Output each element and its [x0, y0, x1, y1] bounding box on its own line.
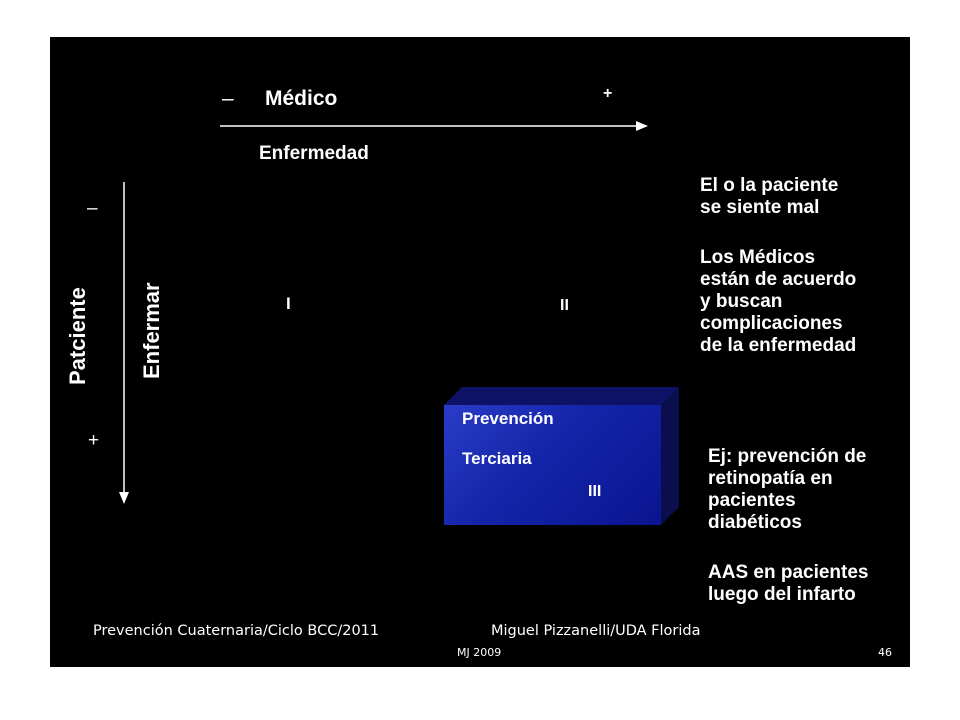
note-line: y buscan: [700, 291, 783, 312]
quadrant-one-label: I: [286, 294, 291, 313]
page-number: 46: [878, 646, 892, 659]
box-side-face: [661, 387, 679, 525]
horizontal-arrowhead: [636, 121, 648, 131]
note-line: AAS en pacientes: [708, 562, 869, 583]
note-line: diabéticos: [708, 512, 802, 533]
quadrant-three-label: III: [588, 483, 602, 500]
left-axis-inner-label: Enfermar: [139, 282, 164, 379]
box-line-2: Terciaria: [462, 449, 532, 468]
note-line: están de acuerdo: [700, 269, 857, 290]
note-line: de la enfermedad: [700, 335, 857, 356]
note-line: Ej: prevención de: [708, 446, 867, 467]
slide: [50, 37, 910, 667]
note-doctors-agree: [700, 247, 856, 357]
note-line: retinopatía en: [708, 468, 833, 489]
note-line: pacientes: [708, 490, 796, 511]
box-top-face: [444, 387, 679, 405]
quadrant-two-label: II: [560, 297, 569, 314]
left-axis-outer-label: Patciente: [65, 287, 90, 385]
note-line: Los Médicos: [700, 247, 816, 268]
top-axis-label: Médico: [265, 87, 338, 110]
note-patient-feels-bad: [700, 175, 838, 219]
vertical-arrowhead: [119, 492, 129, 504]
footer-left: Prevención Cuaternaria/Ciclo BCC/2011: [93, 623, 380, 639]
top-axis-plus: +: [603, 85, 613, 102]
note-line: complicaciones: [700, 313, 843, 334]
left-axis-plus: +: [88, 430, 100, 451]
left-axis-minus: –: [87, 198, 98, 219]
note-line: se siente mal: [700, 197, 820, 218]
note-line: luego del infarto: [708, 584, 856, 605]
box-line-1: Prevención: [462, 409, 554, 428]
top-axis-minus: –: [222, 87, 234, 110]
top-axis-sublabel: Enfermedad: [259, 143, 369, 164]
note-aas: [708, 562, 869, 606]
note-example-retinopathy: [708, 446, 866, 534]
note-line: El o la paciente: [700, 175, 839, 196]
footer-center: MJ 2009: [457, 646, 502, 659]
footer-right: Miguel Pizzanelli/UDA Florida: [491, 623, 701, 639]
